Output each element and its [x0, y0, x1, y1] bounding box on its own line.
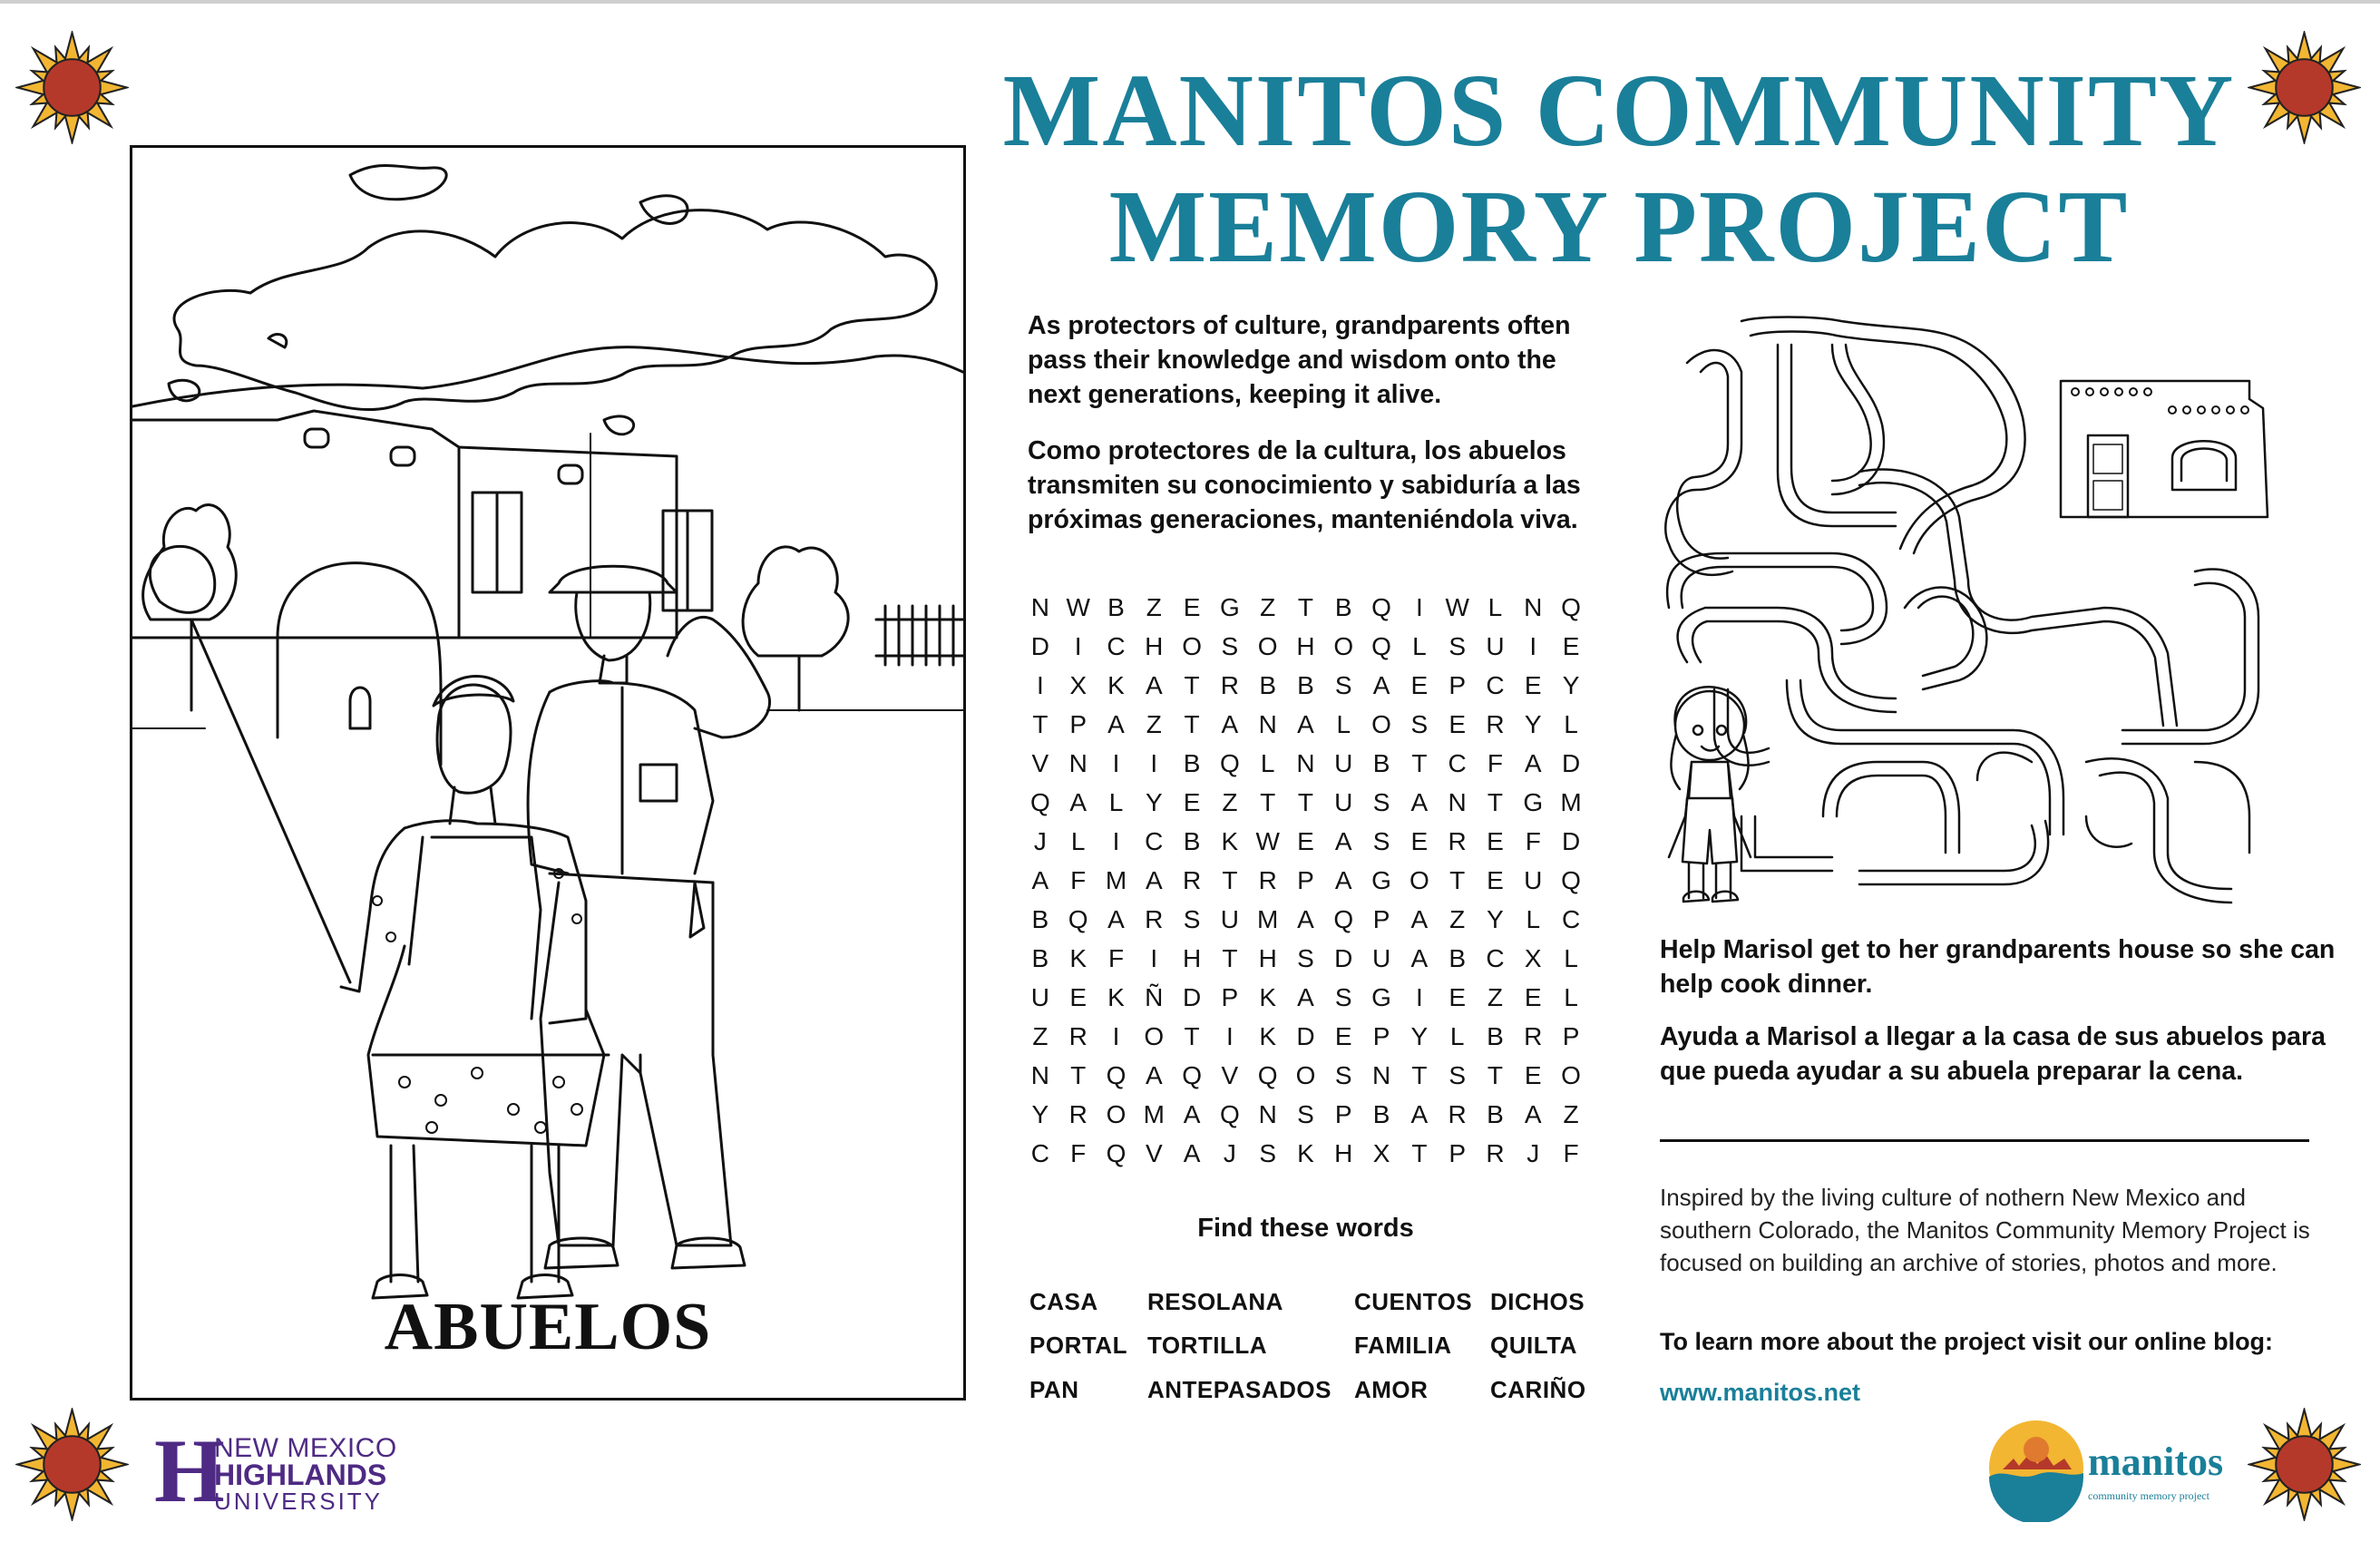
word-search-letter[interactable]: I: [1150, 944, 1158, 972]
maze-instructions-english: Help Marisol get to her grandparents house so she can help cook dinner.: [1660, 935, 2336, 999]
word-search-letter[interactable]: E: [1183, 593, 1201, 621]
manitos-sun-icon: [1986, 1413, 2086, 1522]
word-search-letter[interactable]: L: [1564, 944, 1578, 972]
word-list-item: FAMILIA: [1354, 1332, 1452, 1359]
word-search-letter[interactable]: W: [1255, 827, 1280, 855]
word-search-letter[interactable]: R: [1448, 1100, 1467, 1128]
word-search-letter[interactable]: R: [1182, 866, 1202, 894]
word-search-letter[interactable]: V: [1031, 749, 1049, 777]
word-search-letter[interactable]: R: [1220, 671, 1239, 699]
word-search-letter[interactable]: H: [1334, 1139, 1353, 1167]
word-search-letter[interactable]: T: [1070, 1061, 1087, 1089]
word-search-letter[interactable]: K: [1107, 671, 1125, 699]
word-search-letter[interactable]: H: [1296, 632, 1315, 660]
word-search-letter[interactable]: A: [1107, 905, 1125, 933]
word-search-letter[interactable]: I: [1529, 632, 1537, 660]
word-search-letter[interactable]: M: [1105, 866, 1127, 894]
word-search-letter[interactable]: A: [1031, 866, 1049, 894]
grandparents-illustration: [132, 148, 966, 1400]
word-search-letter[interactable]: P: [1334, 1100, 1352, 1128]
word-list-item: CARIÑO: [1490, 1376, 1586, 1403]
word-search-letter[interactable]: S: [1372, 827, 1390, 855]
word-search-letter[interactable]: N: [1296, 749, 1315, 777]
word-search-letter[interactable]: P: [1297, 866, 1314, 894]
word-search-letter[interactable]: O: [1182, 632, 1202, 660]
word-search-letter[interactable]: Z: [1487, 983, 1504, 1011]
word-search-letter[interactable]: A: [1145, 671, 1163, 699]
sun-icon: [2248, 31, 2361, 144]
manitos-logo-tagline: community memory project: [2088, 1489, 2209, 1502]
word-search-letter[interactable]: P: [1562, 1022, 1580, 1050]
word-search-letter[interactable]: S: [1334, 983, 1352, 1011]
word-search-letter[interactable]: D: [1334, 944, 1353, 972]
word-list-item: TORTILLA: [1147, 1332, 1268, 1359]
word-search-letter[interactable]: B: [1031, 944, 1049, 972]
word-search-letter[interactable]: I: [1225, 1022, 1234, 1050]
word-search-letter[interactable]: E: [1334, 1022, 1352, 1050]
word-search-letter[interactable]: Q: [1106, 1061, 1127, 1089]
word-search-letter[interactable]: X: [1372, 1139, 1390, 1167]
word-search-letter[interactable]: S: [1221, 632, 1239, 660]
word-search-letter[interactable]: B: [1183, 827, 1201, 855]
word-search-letter[interactable]: Q: [1219, 749, 1240, 777]
word-search-letter[interactable]: R: [1486, 710, 1505, 738]
word-search-letter[interactable]: K: [1107, 983, 1125, 1011]
word-search-letter[interactable]: O: [1144, 1022, 1165, 1050]
word-search-letter[interactable]: S: [1334, 1061, 1352, 1089]
word-search-letter[interactable]: U: [1486, 632, 1505, 660]
word-search-letter[interactable]: U: [1334, 749, 1353, 777]
word-search-letter[interactable]: O: [1409, 866, 1429, 894]
word-search-letter[interactable]: V: [1221, 1061, 1239, 1089]
word-search-letter[interactable]: B: [1372, 1100, 1390, 1128]
word-search-letter[interactable]: S: [1334, 671, 1352, 699]
word-search-letter[interactable]: F: [1525, 827, 1541, 855]
word-search-letter[interactable]: W: [1445, 593, 1469, 621]
word-search-letter[interactable]: F: [1070, 866, 1087, 894]
word-search-letter[interactable]: P: [1448, 1139, 1466, 1167]
word-search-letter[interactable]: I: [1112, 749, 1120, 777]
word-search-letter[interactable]: N: [1524, 593, 1543, 621]
word-search-letter[interactable]: B: [1487, 1100, 1504, 1128]
word-search-letter[interactable]: C: [1448, 749, 1467, 777]
word-search-letter[interactable]: F: [1070, 1139, 1087, 1167]
word-search-letter[interactable]: J: [1527, 1139, 1540, 1167]
word-search-letter[interactable]: C: [1486, 944, 1505, 972]
word-search-letter[interactable]: L: [1336, 710, 1351, 738]
word-search-letter[interactable]: Y: [1562, 671, 1580, 699]
word-search-letter[interactable]: D: [1030, 632, 1050, 660]
word-search-letter[interactable]: T: [1449, 866, 1466, 894]
word-search-letter[interactable]: S: [1448, 1061, 1466, 1089]
word-search-letter[interactable]: Q: [1030, 788, 1050, 816]
word-list-item: RESOLANA: [1147, 1288, 1283, 1315]
word-search-letter[interactable]: G: [1371, 866, 1391, 894]
word-search-letter[interactable]: I: [1415, 593, 1423, 621]
word-search-letter[interactable]: T: [1184, 671, 1200, 699]
word-search-letter[interactable]: X: [1069, 671, 1088, 699]
word-search-letter[interactable]: D: [1296, 1022, 1315, 1050]
word-search-letter[interactable]: O: [1371, 710, 1391, 738]
word-search-letter[interactable]: Y: [1487, 905, 1504, 933]
word-search-letter[interactable]: T: [1184, 710, 1200, 738]
word-search-letter[interactable]: A: [1297, 710, 1314, 738]
word-list: [1029, 1288, 1610, 1433]
word-search-letter[interactable]: L: [1108, 788, 1124, 816]
word-search-letter[interactable]: R: [1448, 827, 1467, 855]
word-search-letter[interactable]: R: [1068, 1100, 1088, 1128]
word-search-letter[interactable]: E: [1524, 671, 1542, 699]
word-search-letter[interactable]: A: [1183, 1100, 1201, 1128]
word-search-letter[interactable]: P: [1221, 983, 1239, 1011]
word-search-letter[interactable]: I: [1112, 827, 1120, 855]
word-search-letter[interactable]: T: [1032, 710, 1049, 738]
word-search-letter[interactable]: D: [1182, 983, 1202, 1011]
word-search-letter[interactable]: R: [1524, 1022, 1543, 1050]
word-search-letter[interactable]: Z: [1146, 710, 1162, 738]
word-search-letter[interactable]: S: [1259, 1139, 1277, 1167]
word-search-letter[interactable]: C: [1107, 632, 1126, 660]
top-border: [0, 0, 2380, 4]
word-search-letter[interactable]: Y: [1524, 710, 1542, 738]
word-search-letter[interactable]: P: [1069, 710, 1088, 738]
word-search-letter[interactable]: U: [1371, 944, 1391, 972]
maze-paths: [1665, 317, 2258, 903]
word-search-letter[interactable]: K: [1069, 944, 1088, 972]
word-search-letter[interactable]: B: [1259, 671, 1277, 699]
word-search-letter[interactable]: N: [1030, 1061, 1050, 1089]
page-title: [993, 53, 2245, 285]
word-search-letter[interactable]: C: [1145, 827, 1164, 855]
word-search-letter[interactable]: T: [1411, 749, 1428, 777]
word-search-letter[interactable]: S: [1448, 632, 1466, 660]
word-search-letter[interactable]: A: [1221, 710, 1239, 738]
nmhu-logo-line-3: UNIVERSITY: [214, 1488, 384, 1515]
word-search-letter[interactable]: Q: [1371, 632, 1391, 660]
word-search-letter[interactable]: A: [1372, 671, 1390, 699]
word-search-letter[interactable]: K: [1259, 983, 1277, 1011]
word-search-letter[interactable]: S: [1372, 788, 1390, 816]
word-search-letter[interactable]: A: [1410, 944, 1429, 972]
word-search-letter[interactable]: Ñ: [1145, 983, 1164, 1011]
word-search-letter[interactable]: T: [1411, 1139, 1428, 1167]
word-search-letter[interactable]: B: [1183, 749, 1201, 777]
title-line-2: MEMORY PROJECT: [1108, 169, 2130, 284]
word-search-letter[interactable]: Z: [1563, 1100, 1579, 1128]
word-list-item: ANTEPASADOS: [1147, 1376, 1331, 1403]
word-search-letter[interactable]: T: [1297, 788, 1314, 816]
word-search-letter[interactable]: A: [1145, 866, 1163, 894]
word-search-letter[interactable]: K: [1221, 827, 1239, 855]
sun-icon: [2248, 1408, 2361, 1521]
word-search-letter[interactable]: L: [1412, 632, 1427, 660]
word-search-letter[interactable]: N: [1371, 1061, 1391, 1089]
word-search-letter[interactable]: A: [1145, 1061, 1163, 1089]
word-search-letter[interactable]: Q: [1257, 1061, 1278, 1089]
word-search-letter[interactable]: Z: [1032, 1022, 1049, 1050]
sun-icon: [15, 1408, 129, 1521]
word-search-letter[interactable]: Z: [1222, 788, 1238, 816]
word-search-letter[interactable]: A: [1524, 1100, 1542, 1128]
word-search-letter[interactable]: B: [1031, 905, 1049, 933]
word-search-letter[interactable]: M: [1560, 788, 1582, 816]
word-search-letter[interactable]: L: [1564, 983, 1578, 1011]
word-search-letter[interactable]: N: [1448, 788, 1467, 816]
coloring-page-frame: [130, 145, 966, 1400]
word-search-letter[interactable]: A: [1183, 1139, 1201, 1167]
word-search-letter[interactable]: D: [1561, 827, 1581, 855]
word-search-letter[interactable]: K: [1259, 1022, 1277, 1050]
word-search-letter[interactable]: Q: [1561, 866, 1581, 894]
word-search-letter[interactable]: M: [1143, 1100, 1165, 1128]
word-search-letter[interactable]: C: [1486, 671, 1505, 699]
word-search-letter[interactable]: A: [1524, 749, 1542, 777]
word-search-letter[interactable]: Y: [1031, 1100, 1049, 1128]
girl-figure: [1669, 687, 1751, 902]
word-search-letter[interactable]: X: [1524, 944, 1542, 972]
word-search-letter[interactable]: B: [1448, 944, 1466, 972]
word-search-letter[interactable]: M: [1257, 905, 1279, 933]
word-search-letter[interactable]: E: [1524, 1061, 1542, 1089]
word-search-letter[interactable]: C: [1561, 905, 1581, 933]
intro-spanish: Como protectores de la cultura, los abuelos transmiten su conocimiento y sabiduría a las próximas generaciones, manteniéndola viva.: [1028, 436, 1581, 534]
word-search-letter[interactable]: I: [1415, 983, 1423, 1011]
word-search-letter[interactable]: Q: [1219, 1100, 1240, 1128]
word-search-letter[interactable]: C: [1030, 1139, 1050, 1167]
word-search-letter[interactable]: Q: [1371, 593, 1391, 621]
word-search-letter[interactable]: F: [1487, 749, 1504, 777]
word-search-letter[interactable]: B: [1107, 593, 1125, 621]
word-search-letter[interactable]: R: [1068, 1022, 1088, 1050]
word-search-letter[interactable]: A: [1297, 983, 1314, 1011]
word-search-letter[interactable]: R: [1486, 1139, 1505, 1167]
word-search-letter[interactable]: U: [1524, 866, 1543, 894]
word-search-letter[interactable]: T: [1184, 1022, 1200, 1050]
word-search-letter[interactable]: Z: [1146, 593, 1162, 621]
nmhu-logo: [154, 1420, 426, 1521]
word-search-letter[interactable]: T: [1260, 788, 1276, 816]
word-search-letter[interactable]: N: [1030, 593, 1050, 621]
word-search-letter[interactable]: S: [1410, 710, 1429, 738]
word-search-letter[interactable]: S: [1297, 1100, 1314, 1128]
house-icon: [2061, 381, 2268, 517]
word-search-letter[interactable]: L: [1526, 905, 1541, 933]
word-search-letter[interactable]: L: [1449, 1022, 1465, 1050]
word-search-letter[interactable]: O: [1106, 1100, 1127, 1128]
word-search-letter[interactable]: E: [1297, 827, 1314, 855]
word-search-letter[interactable]: I: [1037, 671, 1044, 699]
word-search-letter[interactable]: N: [1258, 710, 1277, 738]
word-search-letter[interactable]: Q: [1333, 905, 1354, 933]
word-search-letter[interactable]: P: [1372, 905, 1390, 933]
word-list-item: AMOR: [1354, 1376, 1429, 1403]
word-list-item: CUENTOS: [1354, 1288, 1473, 1315]
word-search-letter[interactable]: I: [1112, 1022, 1120, 1050]
word-search-letter[interactable]: H: [1145, 632, 1164, 660]
word-search-letter[interactable]: E: [1487, 827, 1504, 855]
word-search-letter[interactable]: E: [1410, 827, 1429, 855]
word-search-letter[interactable]: N: [1068, 749, 1088, 777]
word-search-letter[interactable]: B: [1487, 1022, 1504, 1050]
word-search-letter[interactable]: A: [1297, 905, 1314, 933]
word-search-letter[interactable]: O: [1257, 632, 1278, 660]
coloring-caption: ABUELOS: [384, 1290, 712, 1364]
word-search-letter[interactable]: E: [1524, 983, 1542, 1011]
word-search-letter[interactable]: L: [1260, 749, 1275, 777]
word-search-letter[interactable]: J: [1033, 827, 1047, 855]
word-search-letter[interactable]: T: [1297, 593, 1314, 621]
word-search-letter[interactable]: O: [1561, 1061, 1581, 1089]
word-search-letter[interactable]: P: [1448, 671, 1466, 699]
word-search-letter[interactable]: S: [1297, 944, 1314, 972]
word-search-letter[interactable]: L: [1564, 710, 1578, 738]
word-search-letter[interactable]: E: [1069, 983, 1088, 1011]
sun-icon: [15, 31, 129, 144]
word-search-grid: [1021, 588, 1590, 1173]
title-line-1: MANITOS COMMUNITY: [1002, 53, 2236, 168]
word-search-letter[interactable]: Q: [1106, 1139, 1127, 1167]
word-search-letter[interactable]: Z: [1449, 905, 1466, 933]
word-search-letter[interactable]: J: [1223, 1139, 1236, 1167]
intro-english: As protectors of culture, grandparents often pass their knowledge and wisdom onto the next generations, keeping it alive.: [1028, 311, 1571, 409]
word-search-letter[interactable]: E: [1183, 788, 1201, 816]
divider: [1660, 1139, 2309, 1142]
word-search-letter[interactable]: A: [1334, 866, 1352, 894]
word-search-letter[interactable]: L: [1070, 827, 1086, 855]
manitos-logo-wordmark: manitos: [2088, 1440, 2224, 1484]
word-list-heading: Find these words: [1197, 1214, 1414, 1243]
word-search-letter[interactable]: T: [1222, 944, 1238, 972]
word-search-letter[interactable]: A: [1410, 1100, 1429, 1128]
word-search-letter[interactable]: F: [1563, 1139, 1579, 1167]
word-search-letter[interactable]: U: [1030, 983, 1050, 1011]
word-search-letter[interactable]: D: [1561, 749, 1581, 777]
word-search-letter[interactable]: Z: [1260, 593, 1276, 621]
word-search-letter[interactable]: A: [1410, 788, 1429, 816]
word-search-letter[interactable]: U: [1220, 905, 1239, 933]
word-search-letter[interactable]: T: [1487, 788, 1504, 816]
word-list-item: PAN: [1029, 1376, 1079, 1403]
nmhu-logo-line-2: HIGHLANDS: [214, 1459, 387, 1491]
word-search-letter[interactable]: T: [1222, 866, 1238, 894]
word-search-letter[interactable]: V: [1145, 1139, 1163, 1167]
word-search-letter[interactable]: O: [1333, 632, 1354, 660]
word-search-letter[interactable]: S: [1183, 905, 1201, 933]
word-search-letter[interactable]: E: [1448, 710, 1466, 738]
manitos-logo: [1986, 1413, 2240, 1522]
word-search-letter[interactable]: R: [1145, 905, 1164, 933]
word-search-letter[interactable]: K: [1297, 1139, 1314, 1167]
word-search-letter[interactable]: A: [1334, 827, 1352, 855]
word-search-letter[interactable]: Y: [1410, 1022, 1429, 1050]
word-search-letter[interactable]: A: [1107, 710, 1125, 738]
word-search-letter[interactable]: Q: [1182, 1061, 1202, 1089]
word-search-letter[interactable]: G: [1371, 983, 1391, 1011]
word-search-letter[interactable]: A: [1410, 905, 1429, 933]
word-search-letter[interactable]: L: [1488, 593, 1503, 621]
word-search-letter[interactable]: Q: [1561, 593, 1581, 621]
word-list-item: PORTAL: [1029, 1332, 1127, 1359]
nmhu-logo-letter: H: [154, 1420, 225, 1521]
word-list-item: DICHOS: [1490, 1288, 1585, 1315]
word-list-item: QUILTA: [1490, 1332, 1577, 1359]
word-search-letter[interactable]: H: [1258, 944, 1277, 972]
word-search-letter[interactable]: H: [1182, 944, 1202, 972]
word-search-letter[interactable]: A: [1069, 788, 1088, 816]
word-search-letter[interactable]: R: [1258, 866, 1277, 894]
maze-illustration: [1651, 308, 2286, 907]
word-search-letter[interactable]: Y: [1145, 788, 1163, 816]
word-search-letter[interactable]: F: [1107, 944, 1125, 972]
nmhu-logo-line-1: NEW MEXICO: [214, 1433, 397, 1463]
word-search-letter[interactable]: I: [1150, 749, 1158, 777]
word-search-letter[interactable]: T: [1487, 1061, 1504, 1089]
word-search-letter[interactable]: G: [1219, 593, 1240, 621]
word-search-letter[interactable]: W: [1066, 593, 1090, 621]
word-search-letter[interactable]: I: [1074, 632, 1082, 660]
word-search-letter[interactable]: U: [1334, 788, 1353, 816]
learn-more-text: To learn more about the project visit our online blog:: [1660, 1328, 2274, 1355]
word-search-letter[interactable]: T: [1411, 1061, 1428, 1089]
word-search-letter[interactable]: O: [1295, 1061, 1316, 1089]
word-search-letter[interactable]: E: [1562, 632, 1580, 660]
blog-link[interactable]: www.manitos.net: [1660, 1379, 1861, 1406]
word-search-letter[interactable]: Q: [1068, 905, 1088, 933]
word-search-letter[interactable]: E: [1448, 983, 1466, 1011]
word-search-letter[interactable]: B: [1372, 749, 1390, 777]
word-search-letter[interactable]: B: [1334, 593, 1352, 621]
word-search-letter[interactable]: E: [1487, 866, 1504, 894]
word-search-letter[interactable]: E: [1410, 671, 1429, 699]
word-search-letter[interactable]: N: [1258, 1100, 1277, 1128]
word-search-letter[interactable]: B: [1297, 671, 1314, 699]
maze-instructions-spanish: Ayuda a Marisol a llegar a la casa de sus abuelos para que pueda ayudar a su abuela preparar la cena.: [1660, 1022, 2326, 1086]
about-text: Inspired by the living culture of nothern New Mexico and southern Colorado, the Manitos Community Memory Project is focused on building an archive of stories, photos and more.: [1660, 1184, 2310, 1276]
word-list-item: CASA: [1029, 1288, 1098, 1315]
word-search-letter[interactable]: P: [1372, 1022, 1390, 1050]
word-search-letter[interactable]: G: [1523, 788, 1544, 816]
